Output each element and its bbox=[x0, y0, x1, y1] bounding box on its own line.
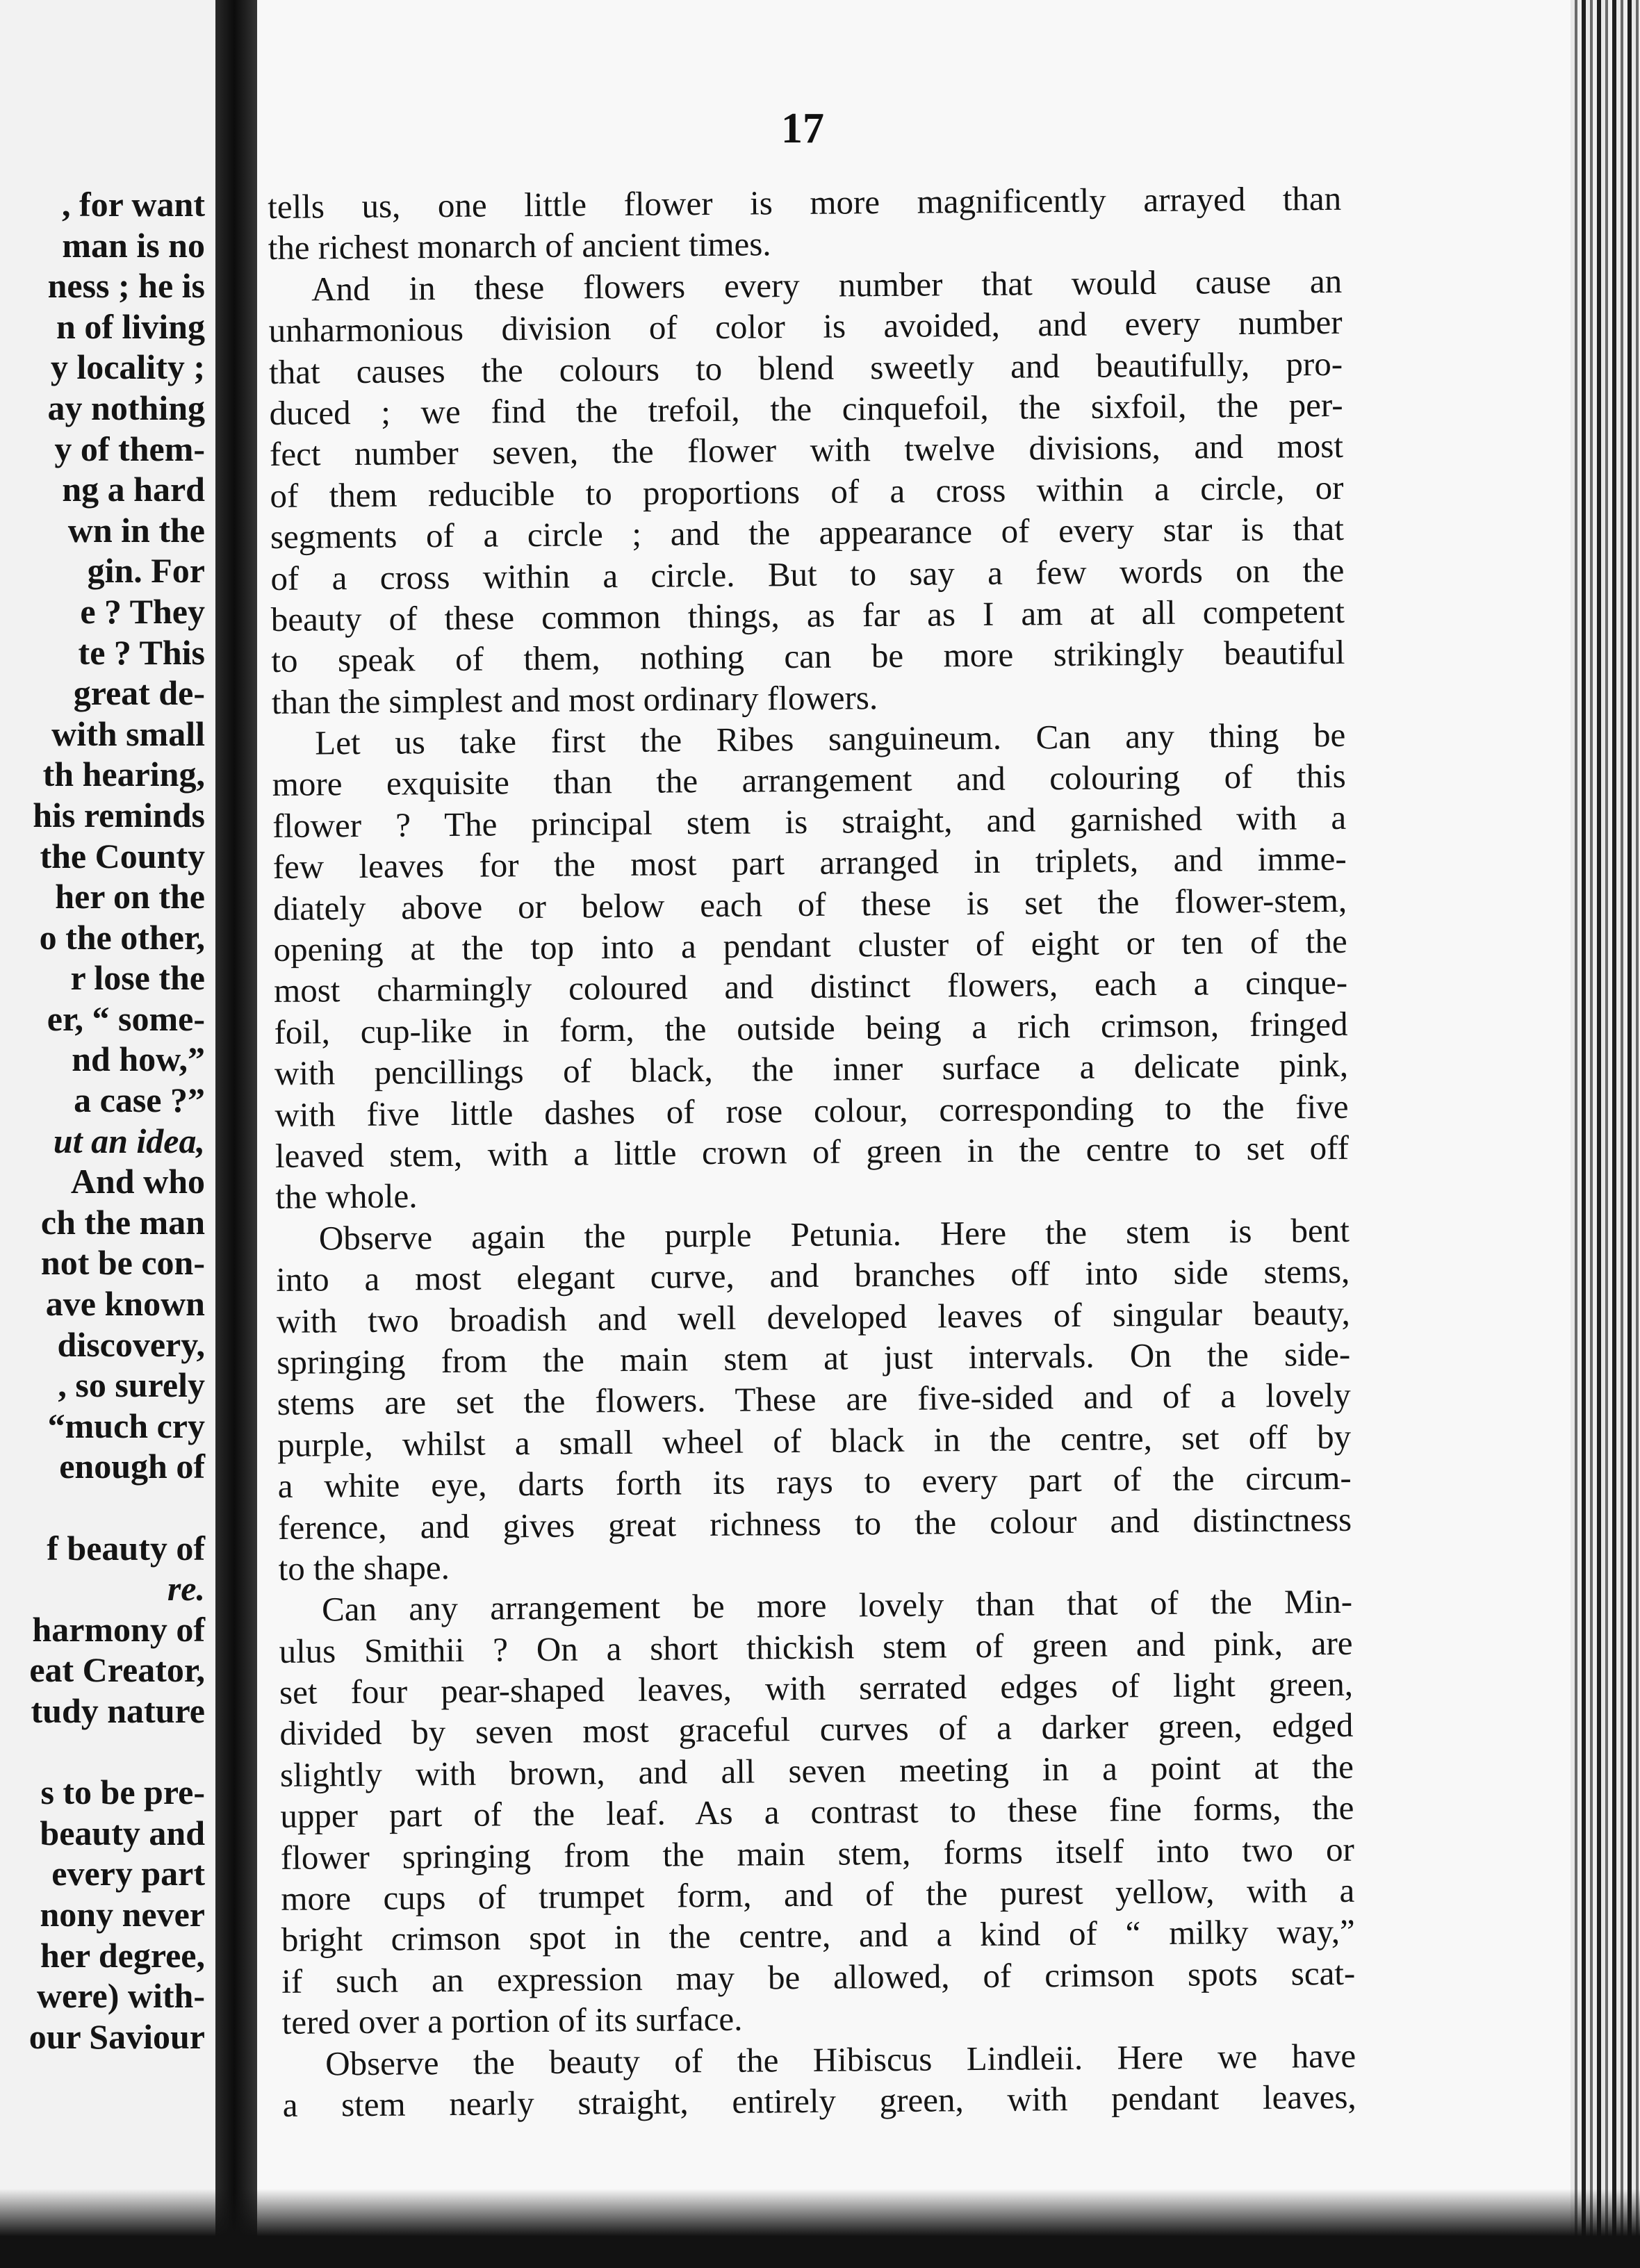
body-text-line: slightly with brown, and all seven meeting in a point at the bbox=[279, 1747, 1354, 1794]
left-page-line: f beauty of bbox=[47, 1528, 205, 1568]
body-text-line: a white eye, darts forth its rays to every part of the circum- bbox=[277, 1458, 1352, 1506]
left-page-text bbox=[0, 184, 205, 2057]
left-page-line: nd how,” bbox=[72, 1040, 205, 1079]
body-text-line: to the shape. bbox=[278, 1547, 450, 1588]
body-text-line: Observe again the purple Petunia. Here the stem is bent bbox=[318, 1210, 1350, 1258]
body-text-line: divided by seven most graceful curves of a darker green, edged bbox=[279, 1706, 1354, 1753]
left-page-line: r lose the bbox=[70, 958, 205, 998]
body-text-line: the whole. bbox=[275, 1176, 418, 1217]
left-page-line: nony never bbox=[40, 1894, 205, 1934]
left-page-line: , so surely bbox=[58, 1365, 205, 1405]
body-text-line: foil, cup-like in form, the outside being a rich crimson, fringed bbox=[274, 1004, 1348, 1051]
body-text-line: the richest monarch of ancient times. bbox=[268, 224, 771, 268]
page-edges bbox=[1571, 0, 1640, 2268]
left-page-line: e ? They bbox=[80, 591, 205, 631]
body-text-line: to speak of them, nothing can be more strikingly beautiful bbox=[271, 633, 1345, 680]
body-text-line: that causes the colours to blend sweetly and beautifully, pro- bbox=[268, 344, 1343, 391]
body-text-line: duced ; we find the trefoil, the cinquefoil, the sixfoil, the per- bbox=[269, 385, 1343, 432]
left-page-line bbox=[0, 1487, 205, 1528]
body-text-line: set four pear-shaped leaves, with serrated edges of light green, bbox=[279, 1664, 1354, 1711]
left-page-line: s to be pre- bbox=[40, 1773, 205, 1812]
left-page-line: gin. For bbox=[87, 551, 205, 591]
body-text-line: into a most elegant curve, and branches off into side stems, bbox=[276, 1251, 1350, 1299]
left-page-line: ave known bbox=[45, 1284, 205, 1324]
body-text-line: Observe the beauty of the Hibiscus Lindleii. Here we have bbox=[325, 2036, 1356, 2083]
body-text-line: most charmingly coloured and distinct flowers, each a cinque- bbox=[273, 963, 1348, 1010]
page-body-text bbox=[268, 178, 1356, 2126]
body-text-line: diately above or below each of these is set the flower-stem, bbox=[272, 880, 1347, 928]
body-text-line: of a cross within a circle. But to say a few words on the bbox=[270, 550, 1345, 598]
left-page-line: er, “ some- bbox=[47, 999, 205, 1038]
left-page-line: with small bbox=[51, 714, 205, 753]
body-text-line: ulus Smithii ? On a short thickish stem of green and pink, are bbox=[279, 1623, 1353, 1670]
left-page-line: “much cry bbox=[47, 1406, 205, 1445]
left-page-line: were) with- bbox=[36, 1976, 205, 2016]
left-page-line: th hearing, bbox=[42, 755, 205, 794]
body-text-line: unharmonious division of color is avoided, and every number bbox=[268, 303, 1343, 350]
left-page-line: his reminds bbox=[33, 795, 205, 835]
left-page-line: discovery, bbox=[57, 1324, 205, 1364]
left-page bbox=[0, 0, 215, 2268]
body-text-line: opening at the top into a pendant cluster of eight or ten of the bbox=[273, 921, 1347, 969]
body-text-line: springing from the main stem at just intervals. On the side- bbox=[277, 1334, 1351, 1381]
body-text-line: few leaves for the most part arranged in triplets, and imme- bbox=[272, 839, 1347, 887]
left-page-line: , for want bbox=[61, 185, 205, 224]
bottom-shadow bbox=[0, 2189, 1640, 2268]
left-page-line: beauty and bbox=[40, 1813, 205, 1852]
left-page-line: ness ; he is bbox=[47, 266, 205, 306]
left-page-line: re. bbox=[167, 1569, 205, 1609]
body-text-line: tells us, one little flower is more magnificently arrayed than bbox=[268, 179, 1342, 226]
body-text-line: with five little dashes of rose colour, corresponding to the five bbox=[274, 1087, 1349, 1134]
body-text-line: with pencillings of black, the inner surface a delicate pink, bbox=[274, 1046, 1349, 1093]
body-text-line: Let us take first the Ribes sanguineum. Can any thing be bbox=[315, 715, 1346, 762]
left-page-line: every part bbox=[51, 1854, 205, 1893]
left-page-line: man is no bbox=[62, 225, 205, 265]
body-text-line: And in these flowers every number that would cause an bbox=[311, 261, 1343, 309]
left-page-line: And who bbox=[70, 1162, 205, 1201]
body-text-line: bright crimson spot in the centre, and a kind of “ milky way,” bbox=[281, 1912, 1355, 1959]
left-page-line: her on the bbox=[55, 877, 205, 917]
left-page-line: a case ?” bbox=[74, 1080, 205, 1120]
body-text-line: leaved stem, with a little crown of green in the centre to set off bbox=[274, 1128, 1350, 1175]
left-page-line: the County bbox=[40, 836, 205, 876]
body-text-line: segments of a circle ; and the appearance of every star is that bbox=[270, 509, 1345, 557]
left-page-line: y locality ; bbox=[50, 347, 205, 387]
left-page-line: ng a hard bbox=[62, 470, 205, 509]
left-page-line: our Saviour bbox=[28, 2016, 205, 2056]
body-text-line: if such an expression may be allowed, of crimson spots scat- bbox=[281, 1953, 1356, 2000]
left-page-line: her degree, bbox=[40, 1935, 205, 1975]
left-page-line bbox=[0, 1732, 205, 1773]
page-number: 17 bbox=[781, 105, 824, 152]
body-text-line: a stem nearly straight, entirely green, with pendant leaves, bbox=[282, 2077, 1356, 2124]
left-page-line: o the other, bbox=[39, 917, 205, 957]
body-text-line: ference, and gives great richness to the colour and distinctness bbox=[277, 1499, 1352, 1547]
left-page-line: tudy nature bbox=[31, 1691, 205, 1730]
body-text-line: more exquisite than the arrangement and colouring of this bbox=[272, 757, 1346, 804]
left-page-line: y of them- bbox=[54, 429, 205, 468]
body-text-line: beauty of these common things, as far as I am at all competent bbox=[270, 591, 1345, 639]
left-page-line: enough of bbox=[59, 1447, 205, 1486]
body-text-line: with two broadish and well developed leaves of singular beauty, bbox=[276, 1293, 1350, 1340]
left-page-line: ay nothing bbox=[47, 388, 205, 427]
left-page-line: wn in the bbox=[67, 510, 205, 550]
body-text-line: of them reducible to proportions of a cross within a circle, or bbox=[270, 468, 1344, 515]
body-text-line: flower ? The principal stem is straight, and garnished with a bbox=[272, 798, 1347, 845]
left-page-line: harmony of bbox=[32, 1609, 205, 1649]
body-text-line: than the simplest and most ordinary flowers. bbox=[271, 677, 878, 721]
left-page-line: not be con- bbox=[40, 1243, 205, 1283]
body-text-line: tered over a portion of its surface. bbox=[281, 1999, 743, 2042]
left-page-line: n of living bbox=[56, 306, 205, 346]
left-page-line: eat Creator, bbox=[29, 1650, 205, 1690]
body-text-line: more cups of trumpet form, and of the purest yellow, with a bbox=[281, 1871, 1355, 1918]
left-page-line: ut an idea, bbox=[53, 1121, 205, 1160]
body-text-line: Can any arrangement be more lovely than that of the Min- bbox=[321, 1582, 1353, 1629]
body-text-line: purple, whilst a small wheel of black in the centre, set off by bbox=[277, 1417, 1352, 1464]
left-page-line: ch the man bbox=[40, 1202, 205, 1242]
book-gutter bbox=[215, 0, 257, 2268]
body-text-line: fect number seven, the flower with twelve divisions, and most bbox=[269, 427, 1344, 474]
left-page-line: te ? This bbox=[78, 632, 205, 672]
body-text-line: flower springing from the main stem, forms itself into two or bbox=[280, 1830, 1355, 1877]
body-text-line: stems are set the flowers. These are five-sided and of a lovely bbox=[277, 1376, 1351, 1423]
left-page-line: great de- bbox=[73, 673, 205, 713]
body-text-line: upper part of the leaf. As a contrast to these fine forms, the bbox=[280, 1789, 1354, 1836]
